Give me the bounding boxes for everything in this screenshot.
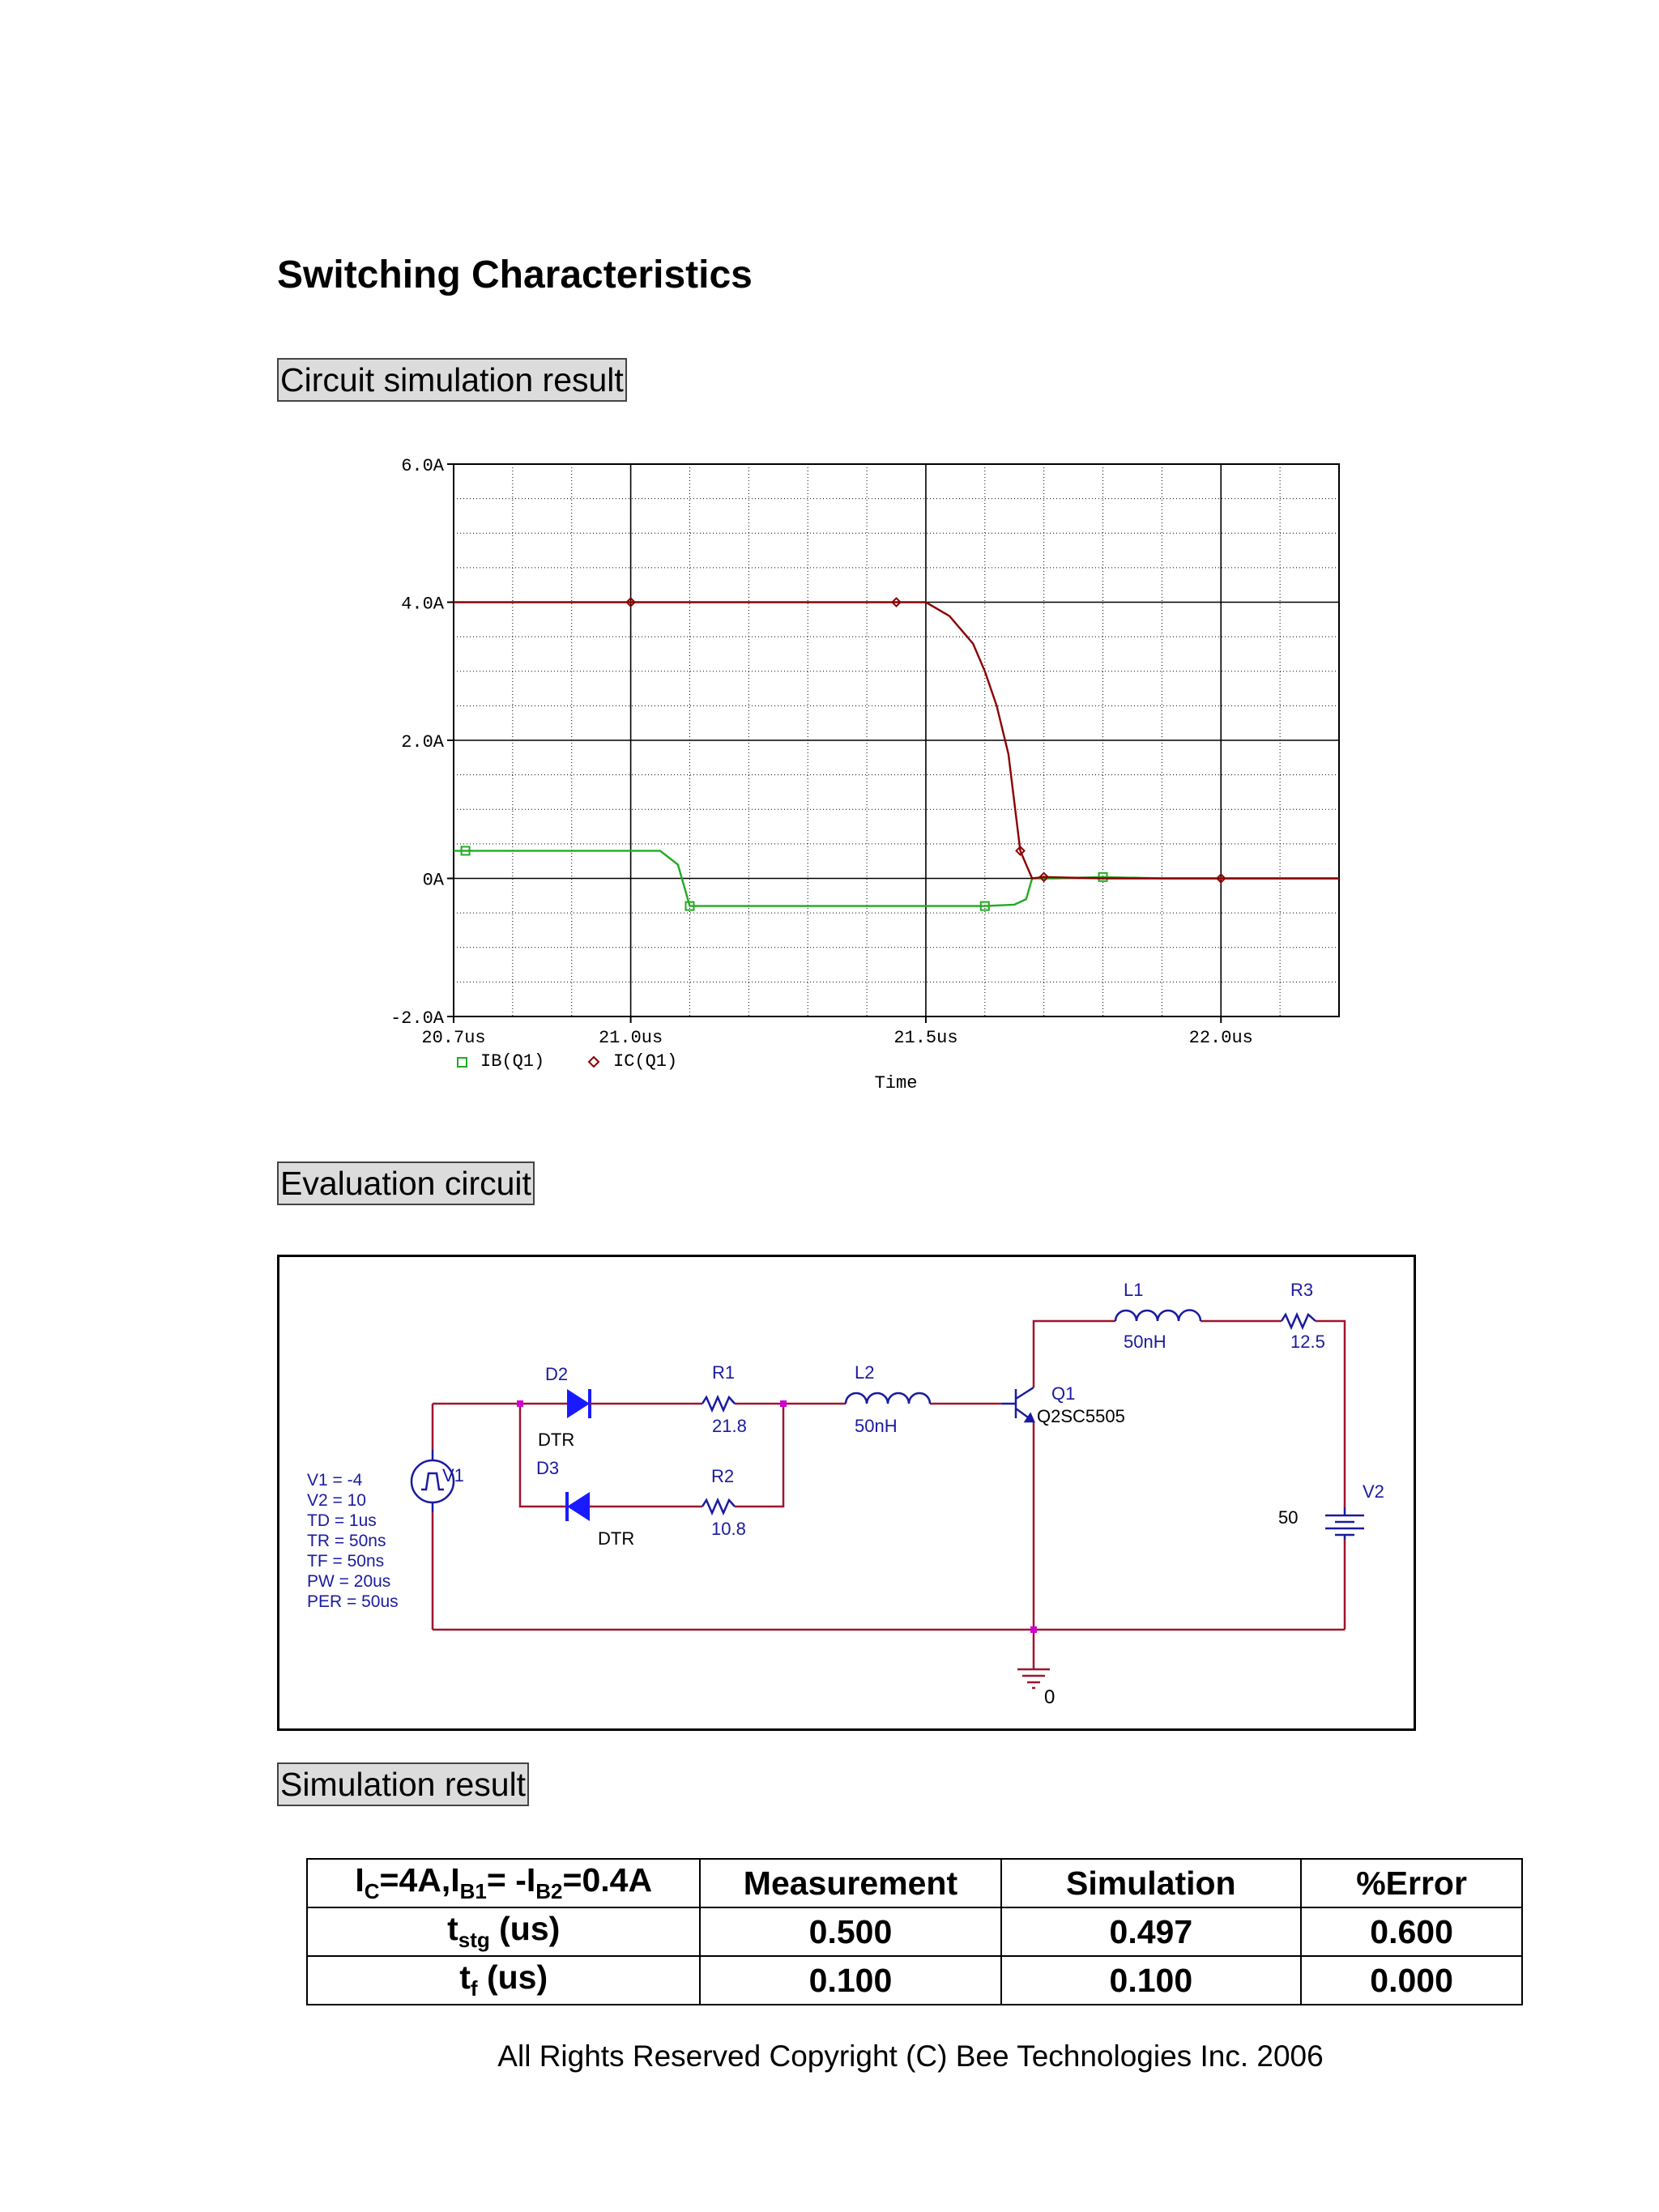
l2-name: L2 [855, 1362, 875, 1383]
cond-text-d: =0.4A [562, 1861, 653, 1899]
r3-resistor-icon [1282, 1315, 1316, 1328]
simulation-cell: 0.100 [1001, 1956, 1302, 2005]
simulation-header: Simulation [1001, 1859, 1302, 1907]
y-tick-label: 0A [422, 870, 444, 891]
l1-inductor-icon [1115, 1311, 1201, 1322]
table-header-row [307, 1859, 1522, 1907]
circuit-wires [433, 1321, 1345, 1669]
source-param: TD = 1us [307, 1511, 377, 1530]
v1-label: V1 [442, 1465, 464, 1485]
d2-model: DTR [538, 1430, 575, 1450]
simulation-cell: 0.497 [1001, 1907, 1302, 1956]
source-param: TF = 50ns [307, 1552, 385, 1571]
source-param: PW = 20us [307, 1572, 391, 1591]
param-unit: (us) [477, 1958, 548, 1997]
cond-text-b: =4A,I [379, 1861, 460, 1899]
legend-marker-ic [589, 1057, 599, 1067]
legend-marker-ib [458, 1058, 467, 1067]
section-label-evaluation-circuit: Evaluation circuit [277, 1161, 535, 1205]
cond-sub-a: C [364, 1879, 380, 1904]
cond-text-a: I [355, 1861, 365, 1899]
param-cell [307, 1907, 700, 1956]
evaluation-circuit-schematic [277, 1255, 1416, 1731]
param-cell [307, 1956, 700, 2005]
legend-label-ib: IB(Q1) [480, 1051, 545, 1072]
param-name: t [447, 1910, 458, 1948]
simulation-waveform-chart [348, 444, 1353, 1100]
q1-model: Q2SC5505 [1037, 1406, 1125, 1426]
d3-diode-icon [556, 1492, 598, 1521]
circuit-nodes [517, 1400, 1037, 1633]
v2-battery-icon [1325, 1507, 1364, 1540]
page-title: Switching Characteristics [277, 254, 753, 296]
results-table [306, 1858, 1523, 2005]
ground-label: 0 [1044, 1686, 1056, 1708]
x-axis-title: Time [874, 1073, 918, 1093]
r1-name: R1 [712, 1362, 736, 1383]
error-cell: 0.600 [1301, 1907, 1522, 1956]
chart-legend [458, 1051, 677, 1072]
l2-inductor-icon [846, 1393, 930, 1404]
cond-sub-c: B2 [535, 1879, 563, 1904]
param-unit: (us) [489, 1910, 561, 1948]
r3-name: R3 [1290, 1280, 1314, 1300]
source-param: V1 = -4 [307, 1471, 363, 1490]
table-row [307, 1956, 1522, 2005]
l1-name: L1 [1124, 1280, 1144, 1300]
param-sub: stg [458, 1928, 490, 1953]
d3-name: D3 [536, 1458, 560, 1478]
source-param: PER = 50us [307, 1592, 399, 1611]
table-row [307, 1907, 1522, 1956]
l2-value: 50nH [855, 1416, 898, 1436]
r2-value: 10.8 [711, 1519, 746, 1539]
r1-resistor-icon [702, 1397, 735, 1410]
source-param: V2 = 10 [307, 1491, 366, 1510]
legend-label-ic: IC(Q1) [613, 1051, 678, 1072]
v2-value: 50 [1278, 1507, 1299, 1528]
x-tick-label: 21.5us [893, 1028, 958, 1048]
chart-series [454, 599, 1339, 910]
x-tick-label: 21.0us [598, 1028, 663, 1048]
r1-value: 21.8 [712, 1416, 747, 1436]
v2-name: V2 [1363, 1481, 1384, 1502]
q1-name: Q1 [1051, 1383, 1076, 1404]
d2-name: D2 [545, 1364, 569, 1384]
source-param: TR = 50ns [307, 1532, 386, 1550]
l1-value: 50nH [1124, 1332, 1166, 1352]
d2-diode-icon [556, 1389, 598, 1418]
y-tick-label: -2.0A [390, 1008, 444, 1029]
source-params [307, 1471, 399, 1611]
copyright-notice: All Rights Reserved Copyright (C) Bee Technologies Inc. 2006 [497, 2039, 1324, 2073]
x-tick-label: 20.7us [421, 1028, 486, 1048]
condition-header [307, 1859, 700, 1907]
x-tick-label: 22.0us [1188, 1028, 1253, 1048]
measurement-header: Measurement [700, 1859, 1000, 1907]
y-tick-label: 6.0A [401, 456, 444, 476]
cond-text-c: = -I [486, 1861, 536, 1899]
r3-value: 12.5 [1290, 1332, 1325, 1352]
param-sub: f [470, 1976, 478, 2001]
ground-icon [1017, 1669, 1050, 1688]
measurement-cell: 0.100 [700, 1956, 1000, 2005]
error-cell: 0.000 [1301, 1956, 1522, 2005]
measurement-cell: 0.500 [700, 1907, 1000, 1956]
section-label-simulation-result: Simulation result [277, 1762, 529, 1806]
r2-resistor-icon [702, 1500, 735, 1513]
cond-sub-b: B1 [459, 1879, 487, 1904]
chart-axes [390, 456, 1253, 1048]
q1-transistor-icon [1002, 1387, 1034, 1421]
d3-model: DTR [598, 1528, 635, 1549]
y-tick-label: 4.0A [401, 594, 444, 615]
param-name: t [459, 1958, 471, 1997]
error-header: %Error [1301, 1859, 1522, 1907]
r2-name: R2 [711, 1466, 735, 1486]
chart-grid [454, 464, 1339, 1016]
section-label-circuit-simulation: Circuit simulation result [277, 358, 627, 402]
y-tick-label: 2.0A [401, 732, 444, 752]
